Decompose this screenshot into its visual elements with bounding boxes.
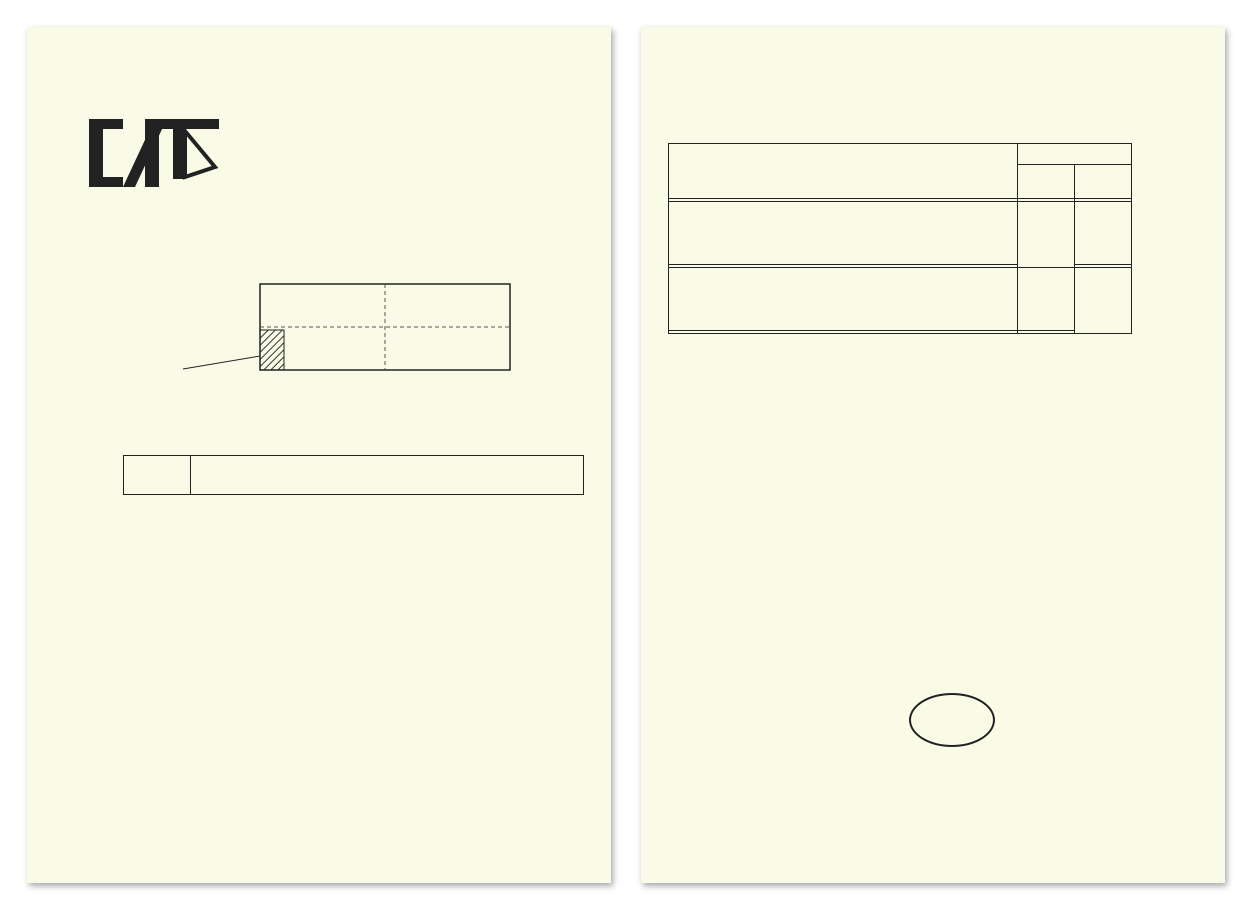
param-name-header [669, 144, 1018, 199]
uoh-min-2 [1017, 331, 1074, 334]
integral-logo [89, 119, 219, 189]
uoh-cond-2 [669, 331, 1018, 334]
pin-purpose-header [191, 456, 584, 495]
uol-max-1 [1074, 202, 1131, 265]
min-header [1017, 165, 1074, 199]
pin-number-header [124, 456, 191, 495]
max-header [1074, 165, 1131, 199]
pinout-diagram [175, 260, 525, 400]
otk-stamp [909, 693, 995, 747]
parameters-table [668, 143, 1132, 334]
pin-assignment-table [123, 455, 584, 495]
left-label-page [27, 27, 611, 883]
right-label-page [641, 27, 1225, 883]
uoh-min-1 [1017, 268, 1074, 331]
norm-header [1017, 144, 1132, 165]
